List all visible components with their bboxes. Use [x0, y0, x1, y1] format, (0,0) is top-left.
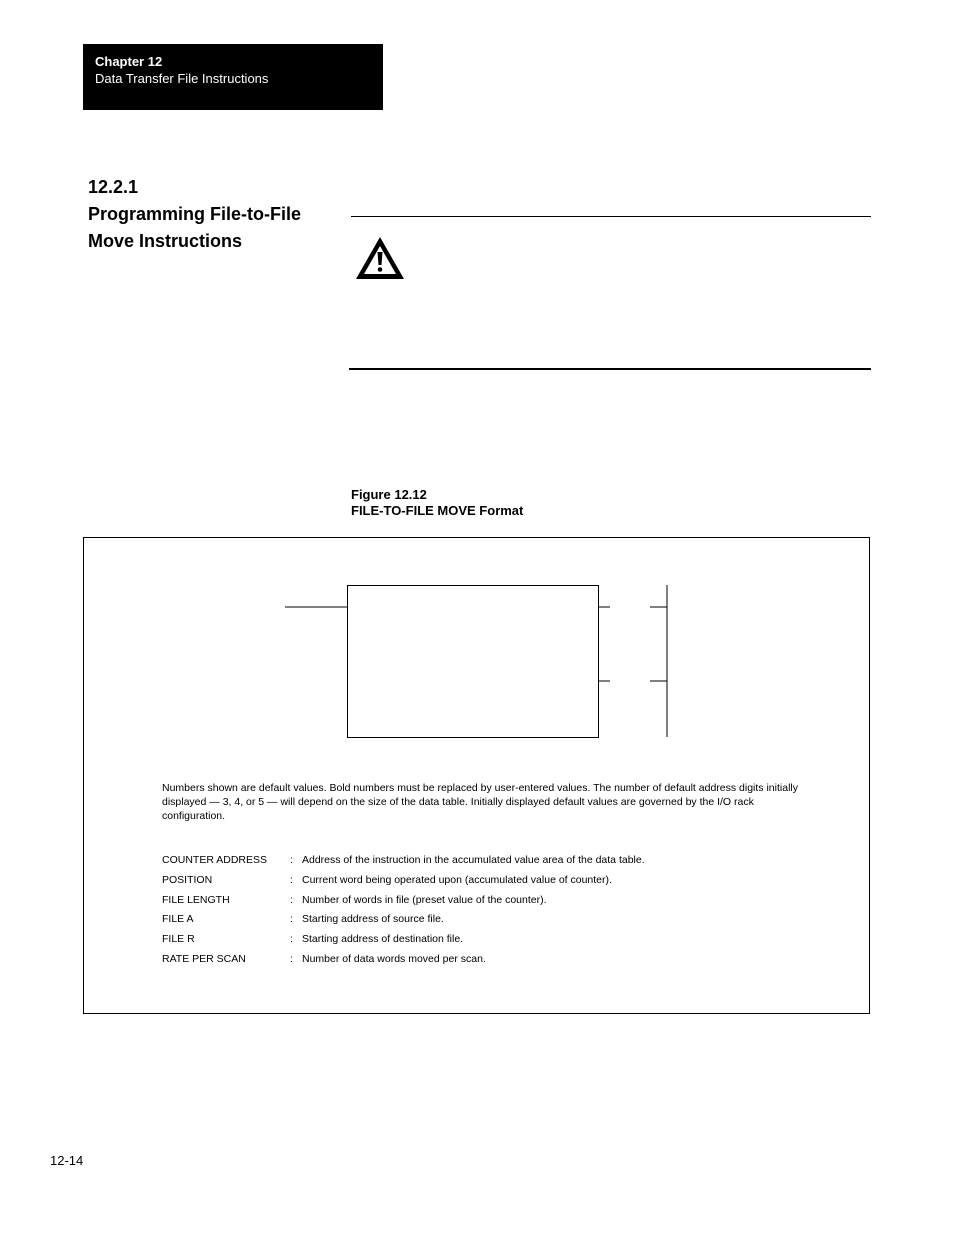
definition-description: Number of words in file (preset value of the counter). [302, 893, 547, 906]
definition-separator: : [290, 933, 293, 946]
definition-term: POSITION [162, 873, 213, 886]
definition-description: Starting address of source file. [302, 913, 444, 926]
definition-separator: : [290, 893, 293, 906]
definition-description: Number of data words moved per scan. [302, 952, 486, 965]
definition-row [162, 932, 802, 952]
page-number: 12-14 [50, 1153, 84, 1168]
section-title-line-1: Programming File-to-File [88, 204, 302, 224]
chapter-subtitle: Data Transfer File Instructions [95, 71, 269, 86]
section-title-line-2: Move Instructions [88, 231, 243, 251]
definition-separator: : [290, 913, 293, 926]
definition-term: COUNTER ADDRESS [162, 854, 268, 866]
definition-separator: : [290, 873, 293, 886]
definition-row [162, 873, 802, 893]
definition-row [162, 893, 802, 913]
definition-row [162, 952, 802, 972]
definition-row [162, 912, 802, 932]
chapter-label: Chapter 12 [95, 54, 163, 69]
definition-term: RATE PER SCAN [162, 952, 246, 965]
figure-note: Numbers shown are default values. Bold numbers must be replaced by user-entered values. The number of default address digits initially displayed — 3, 4, or 5 — will depend on the size of the data table. Initially displayed default values are governed by the I/O rack configuration. [162, 782, 798, 822]
definition-description: Address of the instruction in the accumulated value area of the data table. [302, 854, 645, 866]
definition-separator: : [290, 854, 293, 866]
definition-term: FILE R [162, 933, 195, 946]
definition-separator: : [290, 952, 293, 965]
definition-term: FILE A [162, 913, 194, 926]
definition-description: Starting address of destination file. [302, 933, 464, 946]
definition-row [162, 853, 802, 873]
section-number: 12.2.1 [88, 177, 139, 197]
figure-number: Figure 12.12 [351, 487, 427, 502]
definition-term: FILE LENGTH [162, 893, 230, 906]
instruction-block [348, 586, 599, 738]
definition-description: Current word being operated upon (accumulated value of counter). [302, 873, 612, 886]
figure-title: FILE-TO-FILE MOVE Format [351, 503, 524, 518]
definition-list [162, 853, 802, 972]
